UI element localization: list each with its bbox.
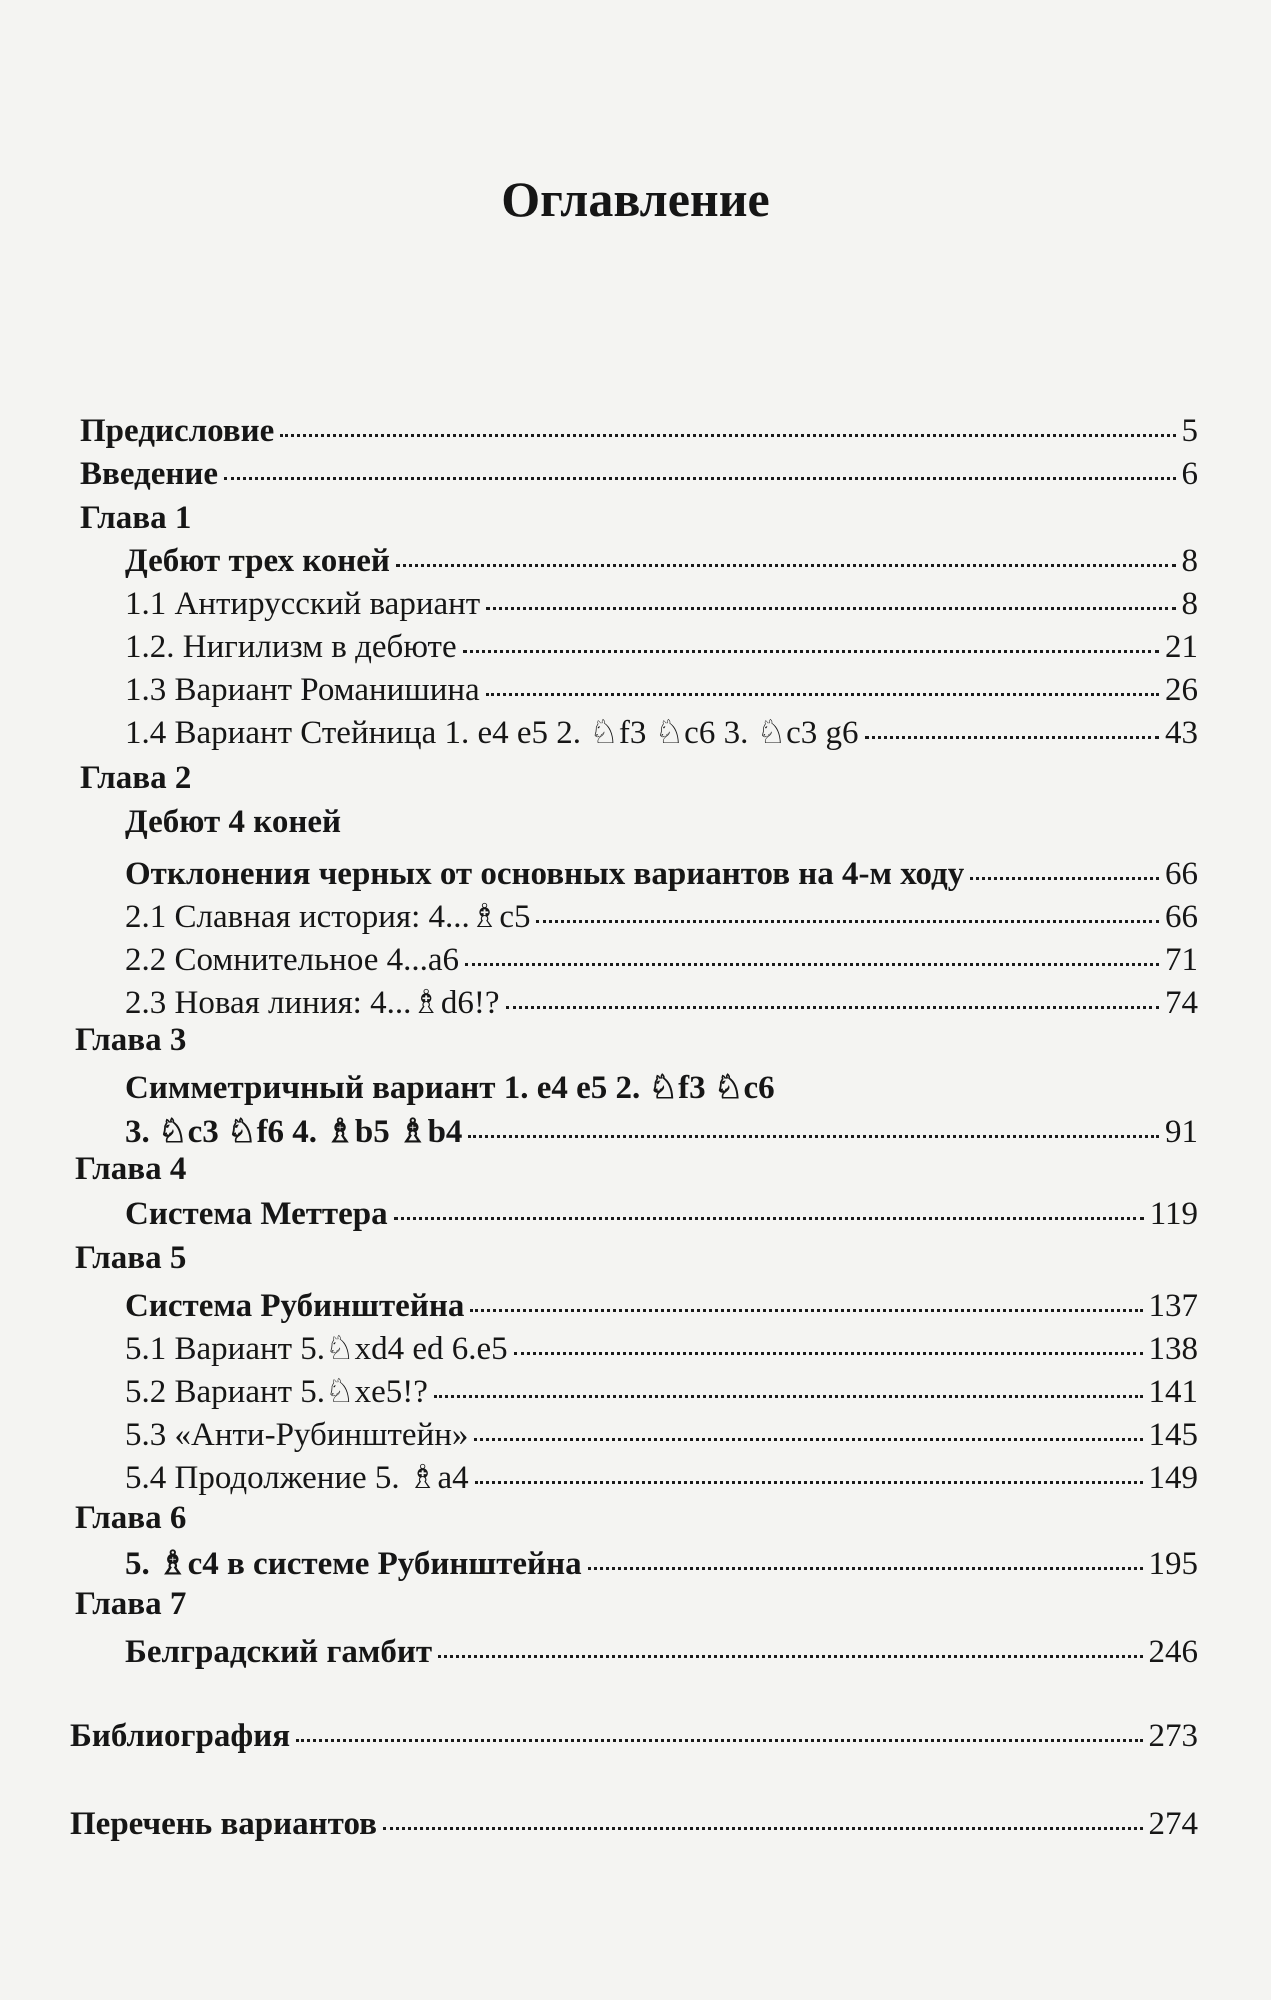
toc-entry-ch2-item bbox=[125, 987, 1198, 1020]
toc-entry-variants-list bbox=[70, 1808, 1198, 1841]
toc-page-number: 21 bbox=[1165, 629, 1198, 665]
toc-entry-label: 1.3 Вариант Романишина bbox=[125, 672, 480, 708]
leader-dots bbox=[224, 477, 1175, 480]
chapter-5-heading: Глава 5 bbox=[75, 1240, 187, 1276]
toc-page-number: 274 bbox=[1148, 1806, 1198, 1842]
toc-entry-ch5-item bbox=[125, 1462, 1198, 1495]
leader-dots bbox=[588, 1567, 1143, 1570]
leader-dots bbox=[486, 693, 1159, 696]
chapter-3-heading: Глава 3 bbox=[75, 1022, 187, 1058]
toc-page-number: 91 bbox=[1165, 1114, 1198, 1150]
chapter-2-subheading: Дебют 4 коней bbox=[125, 804, 341, 840]
toc-entry-ch7-section bbox=[125, 1636, 1198, 1669]
toc-entry-label: Система Меттера bbox=[125, 1196, 388, 1232]
chapter-6-heading: Глава 6 bbox=[75, 1500, 187, 1536]
toc-page-number: 273 bbox=[1148, 1718, 1198, 1754]
toc-page-number: 71 bbox=[1165, 942, 1198, 978]
toc-page-number: 8 bbox=[1181, 586, 1198, 622]
toc-page-number: 195 bbox=[1148, 1546, 1198, 1582]
leader-dots bbox=[514, 1352, 1143, 1355]
toc-page-number: 138 bbox=[1148, 1331, 1198, 1367]
leader-dots bbox=[438, 1655, 1142, 1658]
toc-page-number: 8 bbox=[1181, 543, 1198, 579]
toc-entry-ch1-item bbox=[125, 717, 1198, 750]
toc-entry-intro bbox=[80, 458, 1198, 491]
toc-entry-label: Система Рубинштейна bbox=[125, 1288, 465, 1324]
toc-page-number: 149 bbox=[1148, 1460, 1198, 1496]
toc-entry-label: 1.4 Вариант Стейница 1. e4 e5 2. ♘f3 ♘c6 3. ♘c3 g6 bbox=[125, 715, 859, 751]
toc-entry-ch4-section bbox=[125, 1198, 1198, 1231]
chapter-4-heading: Глава 4 bbox=[75, 1151, 187, 1187]
toc-entry-ch6-section bbox=[125, 1548, 1198, 1581]
leader-dots bbox=[465, 963, 1159, 966]
leader-dots bbox=[468, 1135, 1159, 1138]
toc-entry-label: Перечень вариантов bbox=[70, 1806, 377, 1842]
toc-entry-label: 5. ♗c4 в системе Рубинштейна bbox=[125, 1546, 582, 1582]
leader-dots bbox=[506, 1006, 1159, 1009]
leader-dots bbox=[383, 1827, 1143, 1830]
toc-entry-ch5-item bbox=[125, 1376, 1198, 1409]
leader-dots bbox=[536, 920, 1159, 923]
leader-dots bbox=[296, 1739, 1142, 1742]
leader-dots bbox=[474, 1438, 1142, 1441]
leader-dots bbox=[280, 434, 1175, 437]
toc-entry-ch1-item bbox=[125, 631, 1198, 664]
leader-dots bbox=[434, 1395, 1143, 1398]
toc-entry-ch3-section bbox=[125, 1116, 1198, 1149]
toc-entry-ch5-item bbox=[125, 1333, 1198, 1366]
toc-page-number: 74 bbox=[1165, 985, 1198, 1021]
leader-dots bbox=[486, 607, 1175, 610]
toc-page-number: 66 bbox=[1165, 899, 1198, 935]
toc-page-number: 6 bbox=[1181, 456, 1198, 492]
toc-entry-ch1-item bbox=[125, 588, 1198, 621]
toc-entry-ch5-section bbox=[125, 1290, 1198, 1323]
toc-entry-label: 1.2. Нигилизм в дебюте bbox=[125, 629, 457, 665]
toc-page-number: 246 bbox=[1148, 1634, 1198, 1670]
leader-dots bbox=[475, 1481, 1143, 1484]
page-title: Оглавление bbox=[501, 171, 770, 227]
toc-page-number: 66 bbox=[1165, 856, 1198, 892]
toc-page-number: 137 bbox=[1148, 1288, 1198, 1324]
toc-entry-label: Введение bbox=[80, 456, 219, 492]
toc-entry-label: 5.3 «Анти-Рубинштейн» bbox=[125, 1417, 469, 1453]
leader-dots bbox=[394, 1217, 1144, 1220]
chapter-2-heading: Глава 2 bbox=[80, 760, 192, 796]
leader-dots bbox=[865, 736, 1159, 739]
toc-entry-label: Библиография bbox=[70, 1718, 291, 1754]
toc-page-number: 141 bbox=[1148, 1374, 1198, 1410]
toc-page-number: 43 bbox=[1165, 715, 1198, 751]
chapter-3-title-line: Симметричный вариант 1. e4 e5 2. ♘f3 ♘c6 bbox=[125, 1070, 775, 1106]
toc-entry-label: 5.4 Продолжение 5. ♗a4 bbox=[125, 1460, 469, 1496]
toc-entry-ch2-section bbox=[125, 858, 1198, 891]
toc-page-number: 119 bbox=[1149, 1196, 1198, 1232]
leader-dots bbox=[970, 877, 1159, 880]
toc-entry-ch1-item bbox=[125, 674, 1198, 707]
toc-entry-ch2-item bbox=[125, 901, 1198, 934]
toc-page-number: 145 bbox=[1148, 1417, 1198, 1453]
chapter-7-heading: Глава 7 bbox=[75, 1586, 187, 1622]
toc-entry-preface bbox=[80, 415, 1198, 448]
toc-entry-label: 3. ♘c3 ♘f6 4. ♗b5 ♗b4 bbox=[125, 1114, 463, 1150]
toc-entry-label: Отклонения черных от основных вариантов на 4-м ходу bbox=[125, 856, 965, 892]
toc-entry-label: Предисловие bbox=[80, 413, 275, 449]
toc-entry-label: 5.2 Вариант 5.♘xe5!? bbox=[125, 1374, 428, 1410]
toc-entry-label: 5.1 Вариант 5.♘xd4 ed 6.e5 bbox=[125, 1331, 508, 1367]
toc-entry-ch1-section bbox=[125, 545, 1198, 578]
toc-page-number: 5 bbox=[1181, 413, 1198, 449]
toc-entry-label: 2.1 Славная история: 4...♗c5 bbox=[125, 899, 531, 935]
toc-page-number: 26 bbox=[1165, 672, 1198, 708]
toc-entry-label: Дебют трех коней bbox=[125, 543, 390, 579]
toc-entry-ch5-item bbox=[125, 1419, 1198, 1452]
leader-dots bbox=[463, 650, 1159, 653]
leader-dots bbox=[470, 1309, 1142, 1312]
leader-dots bbox=[396, 564, 1176, 567]
chapter-1-heading: Глава 1 bbox=[80, 500, 192, 536]
toc-entry-label: Белградский гамбит bbox=[125, 1634, 433, 1670]
toc-entry-bibliography bbox=[70, 1720, 1198, 1753]
toc-entry-label: 1.1 Антирусский вариант bbox=[125, 586, 481, 622]
toc-entry-label: 2.2 Сомнительное 4...a6 bbox=[125, 942, 460, 978]
toc-entry-label: 2.3 Новая линия: 4...♗d6!? bbox=[125, 985, 500, 1021]
toc-entry-ch2-item bbox=[125, 944, 1198, 977]
